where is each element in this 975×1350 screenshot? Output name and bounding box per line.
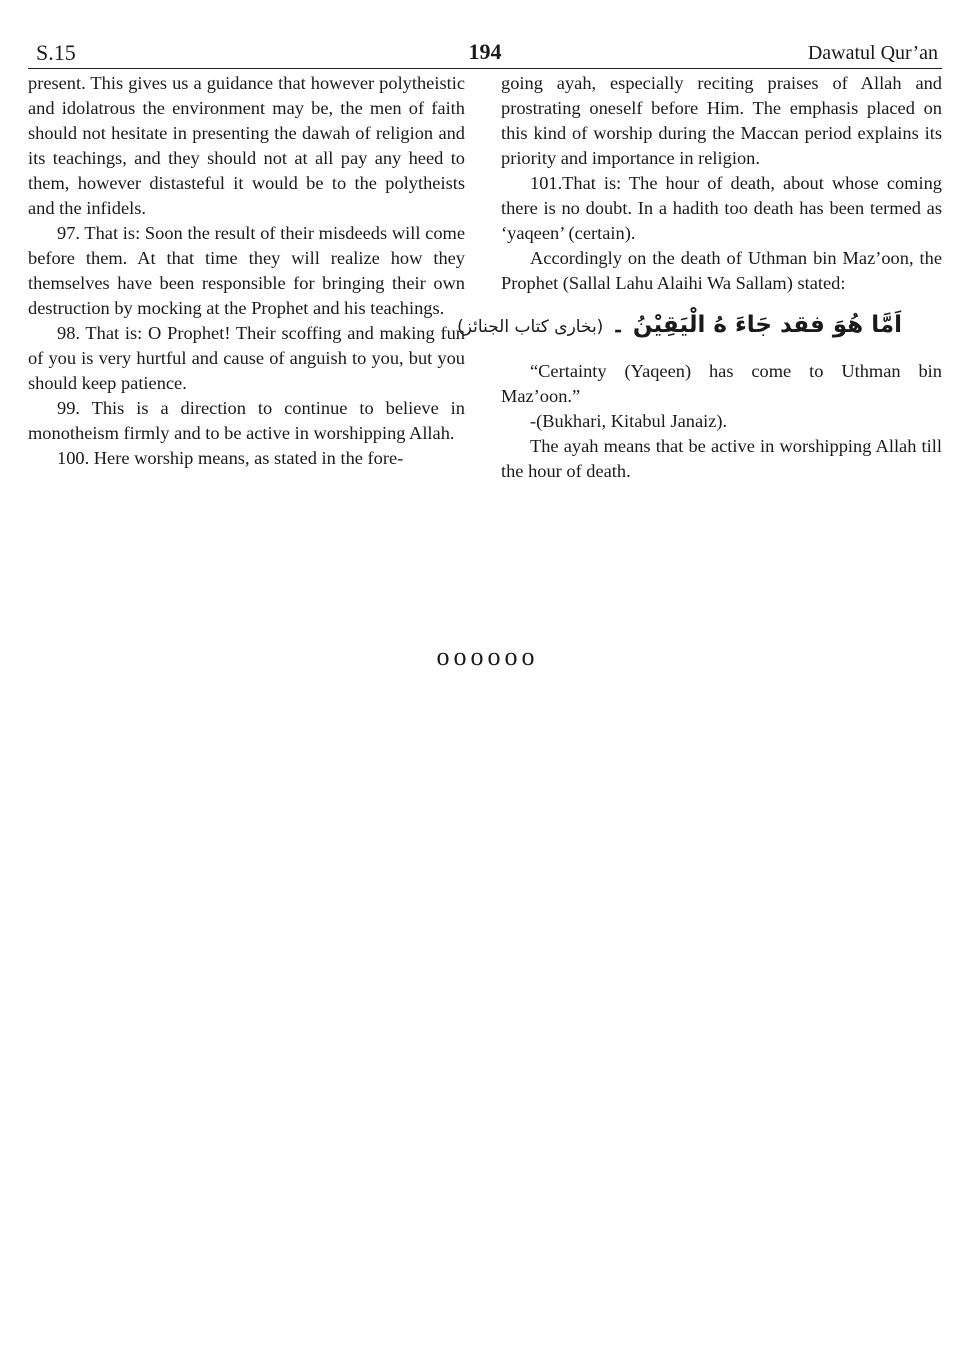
translation: “Certainty (Yaqeen) has come to Uthman bin Maz’oon.”	[501, 361, 942, 406]
page-header	[28, 38, 942, 69]
paragraph-note-101: 101.That is: The hour of death, about whose coming there is no doubt. In a hadith too death has been termed as ‘yaqeen’ (certain).	[501, 173, 942, 243]
paragraph: present. This gives us a guidance that however polytheistic and idolatrous the environment may be, the men of faith should not hesitate in presenting the dawah of religion and its teachings, and they should not at all pay any heed to them, however distasteful it would be to the polytheists and the infidels.	[28, 73, 465, 218]
paragraph-note-100: 100. Here worship means, as stated in the fore-	[57, 448, 404, 468]
page-number: 194	[468, 39, 502, 64]
arabic-quote	[457, 310, 902, 342]
paragraph-note-97: 97. That is: Soon the result of their misdeeds will come before them. At that time they will realize how they themselves have been responsible for bringing their own destruction by mocking at the Prophet and his teachings.	[28, 223, 465, 318]
paragraph: Accordingly on the death of Uthman bin Maz’oon, the Prophet (Sallal Lahu Alaihi Wa Sallam) stated:	[501, 248, 942, 293]
arabic-hadith-text: اَمَّا هُوَ فقد جَاءَ هُ الْيَقِيْنُ ۔	[611, 312, 902, 338]
book-title: Dawatul Qur’an	[807, 42, 938, 64]
left-column	[28, 71, 465, 471]
paragraph-note-98: 98. That is: O Prophet! Their scoffing and making fun of you is very hurtful and cause of anguish to you, but you should keep patience.	[28, 323, 465, 393]
section-end-ornament: oooooo	[436, 642, 539, 671]
paragraph: going ayah, especially reciting praises of Allah and prostrating oneself before Him. The emphasis placed on this kind of worship during the Maccan period explains its priority and importance in religion.	[501, 73, 942, 168]
surah-number: S.15	[36, 40, 76, 65]
right-column	[457, 71, 942, 484]
arabic-reference: (بخاری کتاب الجنائز)	[457, 317, 604, 337]
paragraph-note-99: 99. This is a direction to continue to believe in monotheism firmly and to be active in worshipping Allah.	[28, 398, 465, 443]
citation: -(Bukhari, Kitabul Janaiz).	[530, 411, 728, 431]
paragraph: The ayah means that be active in worshipping Allah till the hour of death.	[501, 436, 942, 481]
